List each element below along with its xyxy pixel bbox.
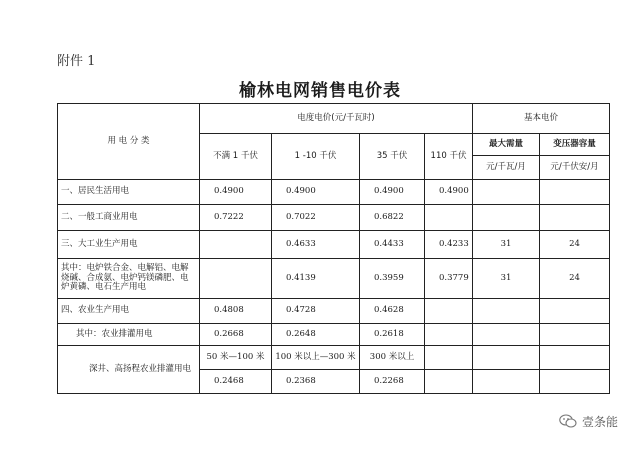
table-row xyxy=(58,299,610,324)
attachment-label: 附件 1 xyxy=(57,54,96,69)
max-demand-unit: 元/千瓦/月 xyxy=(473,156,540,180)
price-cell: 0.2618 xyxy=(360,324,425,346)
demand-cell xyxy=(473,205,540,231)
transformer-unit: 元/千伏安/月 xyxy=(540,156,610,180)
table-row xyxy=(58,259,610,299)
price-cell: 0.4900 xyxy=(360,180,425,205)
price-cell xyxy=(425,205,473,231)
empty-cell xyxy=(473,370,540,394)
demand-cell: 31 xyxy=(473,231,540,259)
transformer-cell: 24 xyxy=(540,231,610,259)
table-row xyxy=(58,346,610,370)
transformer-cell xyxy=(540,180,610,205)
empty-cell xyxy=(473,346,540,370)
price-cell: 0.4808 xyxy=(200,299,272,324)
demand-cell: 31 xyxy=(473,259,540,299)
price-cell: 0.4433 xyxy=(360,231,425,259)
range-cell: 100 米以上—300 米 xyxy=(272,346,360,370)
price-cell: 0.4628 xyxy=(360,299,425,324)
range-cell: 300 米以上 xyxy=(360,346,425,370)
price-cell: 0.6822 xyxy=(360,205,425,231)
price-cell xyxy=(200,231,272,259)
demand-cell xyxy=(473,299,540,324)
table-row xyxy=(58,180,610,205)
basic-price-header: 基本电价 xyxy=(473,104,610,134)
demand-cell xyxy=(473,180,540,205)
price-cell: 0.4728 xyxy=(272,299,360,324)
max-demand-header: 最大需量 xyxy=(473,134,540,156)
price-cell: 0.4233 xyxy=(425,231,473,259)
empty-cell xyxy=(540,370,610,394)
table-row xyxy=(58,324,610,346)
table-row xyxy=(58,231,610,259)
row-category: 二、一般工商业用电 xyxy=(58,205,200,231)
price-cell: 0.4900 xyxy=(200,180,272,205)
transformer-cell xyxy=(540,205,610,231)
price-cell: 0.2368 xyxy=(272,370,360,394)
price-cell: 0.3959 xyxy=(360,259,425,299)
empty-cell xyxy=(425,370,473,394)
row-category: 其中：农业排灌用电 xyxy=(58,324,200,346)
price-cell xyxy=(200,259,272,299)
range-cell: 50 米—100 米 xyxy=(200,346,272,370)
transformer-cell: 24 xyxy=(540,259,610,299)
row-category: 三、大工业生产用电 xyxy=(58,231,200,259)
voltage-header-3: 35 千伏 xyxy=(360,134,425,180)
transformer-cell xyxy=(540,299,610,324)
price-cell: 0.2468 xyxy=(200,370,272,394)
price-cell: 0.2268 xyxy=(360,370,425,394)
watermark-text: 壹条能 xyxy=(581,415,618,429)
energy-price-header: 电度电价(元/千瓦时) xyxy=(200,104,473,134)
category-header: 用 电 分 类 xyxy=(58,104,200,180)
price-cell: 0.3779 xyxy=(425,259,473,299)
voltage-header-4: 110 千伏 xyxy=(425,134,473,180)
empty-cell xyxy=(425,346,473,370)
table-row xyxy=(58,205,610,231)
watermark xyxy=(559,413,618,430)
price-cell: 0.2668 xyxy=(200,324,272,346)
row-category: 其中：电炉铁合金、电解铝、电解烧碱、合成氨、电炉钙镁磷肥、电炉黄磷、电石生产用电 xyxy=(58,259,200,299)
row-category: 一、居民生活用电 xyxy=(58,180,200,205)
row-category: 四、农业生产用电 xyxy=(58,299,200,324)
demand-cell xyxy=(473,324,540,346)
price-cell: 0.2648 xyxy=(272,324,360,346)
price-cell xyxy=(425,324,473,346)
deep-well-category: 深井、高扬程农业排灌用电 xyxy=(58,346,200,394)
price-cell: 0.4900 xyxy=(425,180,473,205)
transformer-header: 变压器容量 xyxy=(540,134,610,156)
price-cell: 0.4139 xyxy=(272,259,360,299)
price-cell: 0.4900 xyxy=(272,180,360,205)
price-cell: 0.7022 xyxy=(272,205,360,231)
wechat-icon xyxy=(559,414,577,429)
voltage-header-1: 不满 1 千伏 xyxy=(200,134,272,180)
document-title: 榆林电网销售电价表 xyxy=(239,81,401,101)
price-cell: 0.7222 xyxy=(200,205,272,231)
price-table xyxy=(57,103,610,394)
voltage-header-2: 1 -10 千伏 xyxy=(272,134,360,180)
price-cell xyxy=(425,299,473,324)
transformer-cell xyxy=(540,324,610,346)
empty-cell xyxy=(540,346,610,370)
price-cell: 0.4633 xyxy=(272,231,360,259)
